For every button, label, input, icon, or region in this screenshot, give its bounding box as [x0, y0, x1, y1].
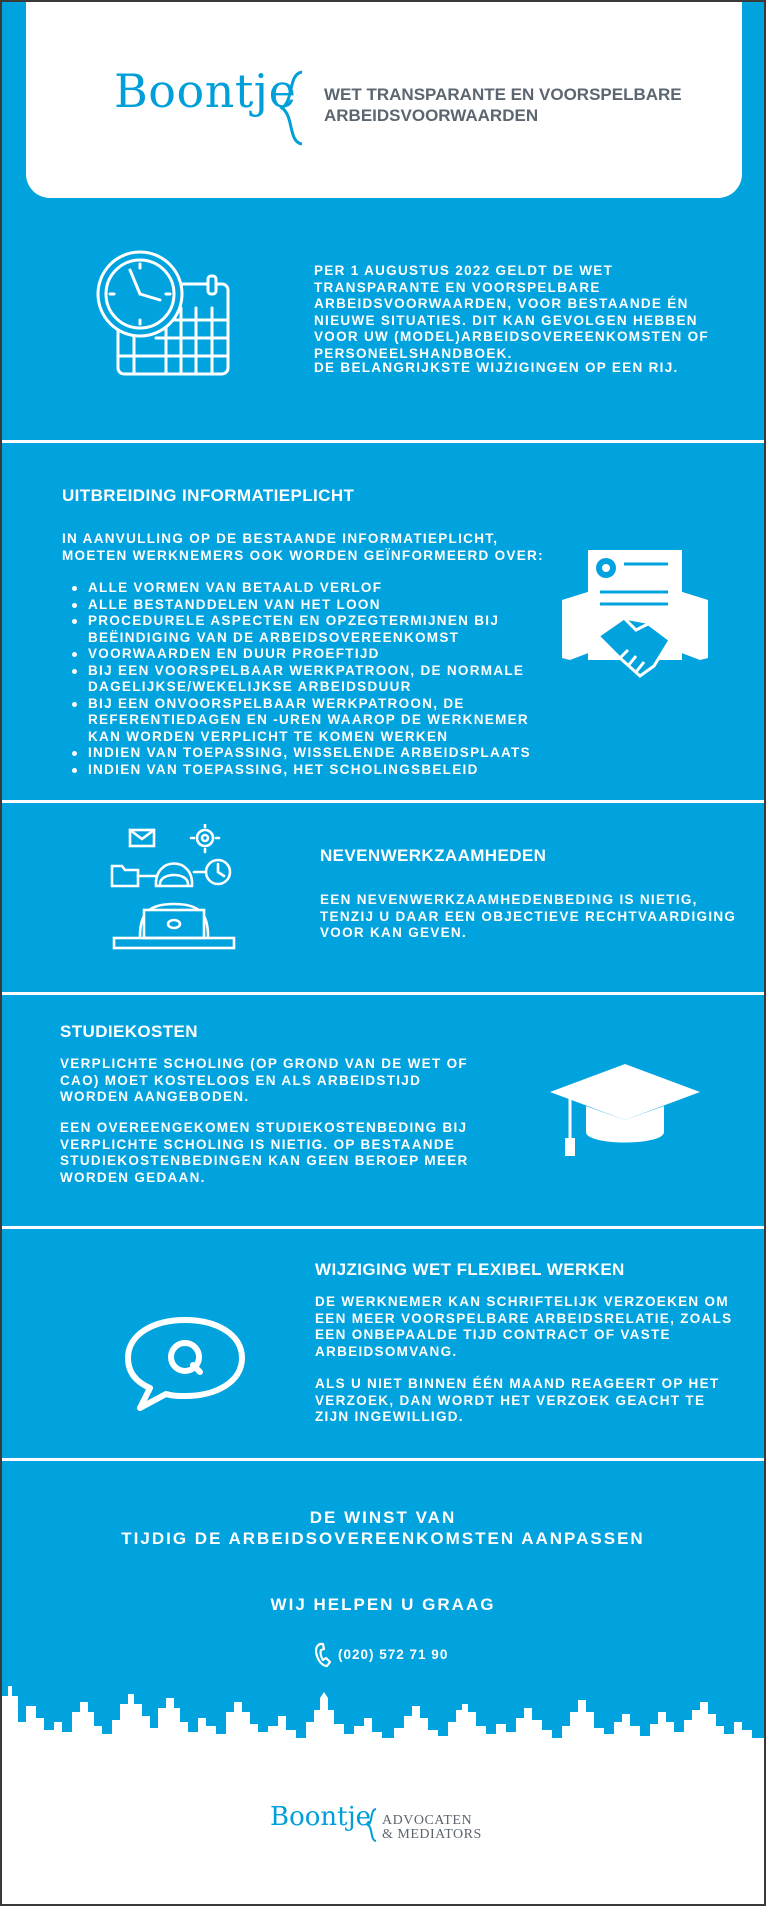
section-divider — [2, 800, 764, 803]
header-logo: Boontje — [114, 64, 297, 118]
section-divider — [2, 1458, 764, 1461]
section-divider — [2, 440, 764, 443]
cta-help: WIJ HELPEN U GRAAG — [270, 1595, 496, 1614]
handshake-contract-icon — [562, 548, 708, 688]
logo-brace-icon — [278, 70, 322, 146]
phone-icon — [315, 1642, 333, 1668]
cta-phone[interactable]: (020) 572 71 90 — [338, 1647, 449, 1662]
nevenwerk-heading: NEVENWERKZAAMHEDEN — [320, 846, 547, 865]
informatieplicht-heading: UITBREIDING INFORMATIEPLICHT — [62, 486, 355, 505]
list-item: VOORWAARDEN EN DUUR PROEFTIJD — [62, 646, 552, 663]
intro-paragraph-1: PER 1 AUGUSTUS 2022 GELDT DE WET TRANSPARANTE EN VOORSPELBARE ARBEIDSVOORWAARDEN, VOOR BESTAANDE ÉN NIEUWE SITUATIES. DIT KAN GEVOLGEN HEBBEN VOOR UW (MODEL)ARBEIDSOVEREENKOMSTEN OF PERSONEELSHANDBOEK. — [314, 263, 709, 361]
informatieplicht-list — [62, 580, 552, 778]
list-item: BIJ EEN ONVOORSPELBAAR WERKPATROON, DE REFERENTIEDAGEN EN -UREN WAAROP DE WERKNEMER KAN WORDEN VERPLICHT TE KOMEN WERKEN — [62, 696, 552, 746]
intro-paragraph-2: DE BELANGRIJKSTE WIJZIGINGEN OP EEN RIJ. — [314, 360, 679, 375]
list-item: ALLE BESTANDDELEN VAN HET LOON — [62, 597, 552, 614]
clock-calendar-icon — [96, 248, 246, 378]
worker-laptop-icon — [110, 824, 240, 956]
informatieplicht-lead: IN AANVULLING OP DE BESTAANDE INFORMATIEPLICHT, MOETEN WERKNEMERS OOK WORDEN GEÏNFORMEERD OVER: — [62, 531, 544, 563]
footer-sub-line-2: & MEDIATORS — [382, 1827, 482, 1842]
speech-bubble-q-icon — [122, 1314, 248, 1414]
cta-line-1: DE WINST VAN — [309, 1508, 457, 1527]
footer-logo: Boontje — [270, 1802, 372, 1832]
footer-subtitle — [382, 1814, 542, 1842]
header-title: WET TRANSPARANTE EN VOORSPELBARE ARBEIDSVOORWAARDEN — [324, 85, 682, 125]
flexibel-paragraph-2: ALS U NIET BINNEN ÉÉN MAAND REAGEERT OP HET VERZOEK, DAN WORDT HET VERZOEK GEACHT TE ZIJN INGEWILLIGD. — [315, 1376, 720, 1424]
list-item: ALLE VORMEN VAN BETAALD VERLOF — [62, 580, 552, 597]
list-item: INDIEN VAN TOEPASSING, HET SCHOLINGSBELEID — [62, 762, 552, 779]
infographic — [2, 2, 764, 1904]
section-divider — [2, 992, 764, 995]
nevenwerk-body: EEN NEVENWERKZAAMHEDENBEDING IS NIETIG, TENZIJ U DAAR EEN OBJECTIEVE RECHTVAARDIGING VOOR KAN GEVEN. — [320, 892, 737, 940]
list-item: PROCEDURELE ASPECTEN EN OPZEGTERMIJNEN BIJ BEËINDIGING VAN DE ARBEIDSOVEREENKOMST — [62, 613, 552, 646]
studiekosten-paragraph-1: VERPLICHTE SCHOLING (OP GROND VAN DE WET OF CAO) MOET KOSTELOOS EN ALS ARBEIDSTIJD WORDEN AANGEBODEN. — [60, 1056, 468, 1104]
city-skyline — [2, 1682, 764, 1766]
studiekosten-heading: STUDIEKOSTEN — [60, 1022, 198, 1041]
flexibel-paragraph-1: DE WERKNEMER KAN SCHRIFTELIJK VERZOEKEN OM EEN MEER VOORSPELBARE ARBEIDSRELATIE, ZOALS EEN ONBEPAALDE TIJD CONTRACT OF VASTE ARBEIDSOMVANG. — [315, 1294, 733, 1359]
graduation-cap-icon — [548, 1062, 702, 1162]
footer-sub-line-1: ADVOCATEN — [382, 1813, 473, 1828]
studiekosten-paragraph-2: EEN OVEREENGEKOMEN STUDIEKOSTENBEDING BIJ VERPLICHTE SCHOLING IS NIETIG. OP BESTAANDE STUDIEKOSTENBEDINGEN KAN GEEN BEROEP MEER WORDEN GEDAAN. — [60, 1120, 469, 1185]
footer-brace-icon — [366, 1808, 380, 1842]
section-divider — [2, 1226, 764, 1229]
flexibel-heading: WIJZIGING WET FLEXIBEL WERKEN — [315, 1260, 625, 1279]
list-item: INDIEN VAN TOEPASSING, WISSELENDE ARBEIDSPLAATS — [62, 745, 552, 762]
list-item: BIJ EEN VOORSPELBAAR WERKPATROON, DE NORMALE DAGELIJKSE/WEKELIJKSE ARBEIDSDUUR — [62, 663, 552, 696]
cta-line-2: TIJDIG DE ARBEIDSOVEREENKOMSTEN AANPASSEN — [121, 1529, 645, 1548]
